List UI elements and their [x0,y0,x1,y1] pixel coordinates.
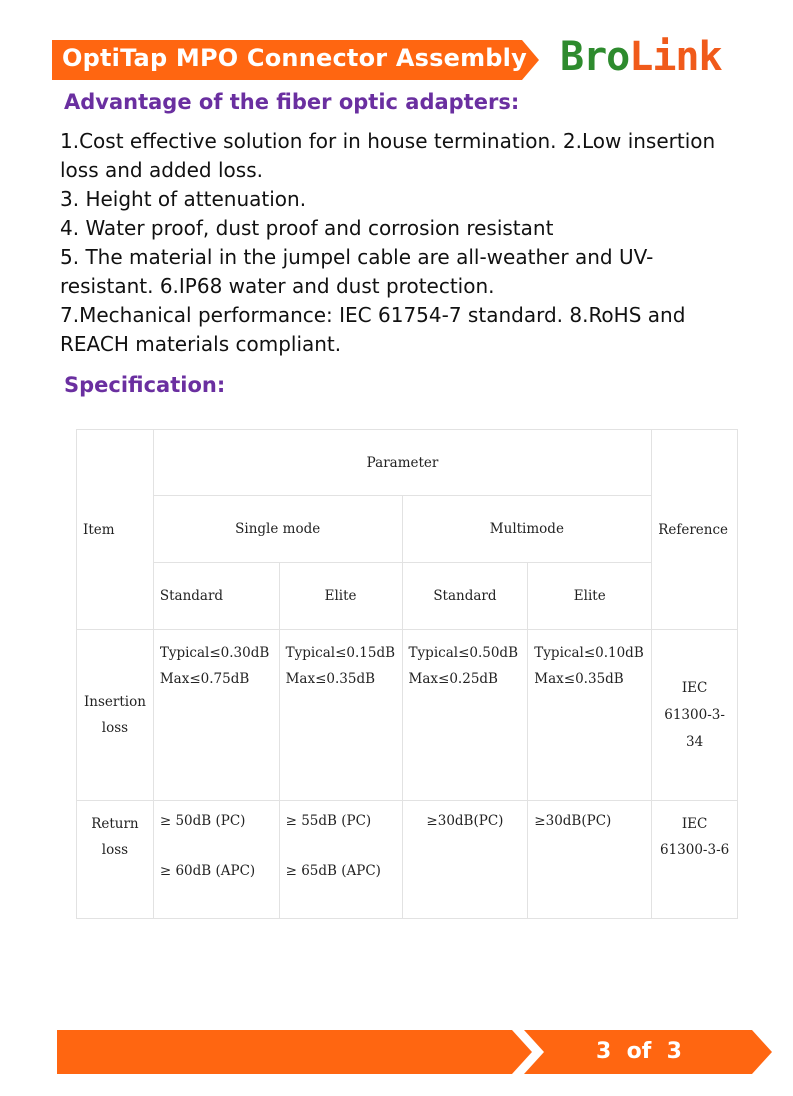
value-cell: ≥30dB(PC) [528,801,652,919]
value-max: Max≤0.35dB [534,671,624,687]
item-label: Return loss [91,816,139,858]
document-title: OptiTap MPO Connector Assembly [62,44,527,72]
value-apc: ≥ 65dB (APC) [285,863,381,879]
logo-text-bro: Bro [560,34,630,80]
advantage-line: 1.Cost effective solution for in house termination. 2.Low insertion loss and added loss. [60,129,716,182]
specification-heading: Specification: [64,373,226,397]
sm-elite-header: Elite [279,563,402,630]
table-row [77,801,738,919]
value-cell [528,630,652,801]
reference-cell [652,801,738,919]
reference-header: Reference [652,430,738,630]
single-mode-header: Single mode [153,496,402,563]
reference-value: IEC 61300-3-34 [664,679,725,750]
value-typical: Typical≤0.50dB [408,645,518,661]
advantage-line: 4. Water proof, dust proof and corrosion resistant [60,216,554,240]
mm-elite-header: Elite [528,563,652,630]
value-max: Max≤0.25dB [408,671,498,687]
value-cell [279,801,402,919]
item-cell [77,801,154,919]
advantages-list [60,127,740,359]
item-header: Item [77,430,154,630]
logo-text-link: Link [629,34,722,80]
item-label: Insertion loss [83,694,146,736]
specification-table [76,429,738,919]
multimode-header: Multimode [402,496,652,563]
advantages-heading: Advantage of the fiber optic adapters: [64,90,520,114]
value-cell [153,630,279,801]
value-pc: ≥ 50dB (PC) [159,813,246,829]
advantage-line: 7.Mechanical performance: IEC 61754-7 standard. 8.RoHS and REACH materials compliant. [60,303,686,356]
value-cell [402,630,528,801]
mm-standard-header: Standard [402,563,528,630]
value-typical: Typical≤0.30dB [159,645,270,661]
value-typical: Typical≤0.15dB [285,645,396,661]
value-cell [153,801,279,919]
table-row [77,630,738,801]
item-cell [77,630,154,801]
value-cell [279,630,402,801]
value-cell: ≥30dB(PC) [402,801,528,919]
value-max: Max≤0.75dB [159,671,250,687]
value-typical: Typical≤0.10dB [534,645,644,661]
parameter-header: Parameter [153,430,651,496]
value-max: Max≤0.35dB [285,671,376,687]
page-number: 3 of 3 [596,1039,682,1064]
reference-value: IEC 61300-3-6 [659,816,730,858]
advantage-line: 3. Height of attenuation. [60,187,307,211]
sm-standard-header: Standard [153,563,279,630]
advantage-line: 5. The material in the jumpel cable are all-weather and UV-resistant. 6.IP68 water and dust protection. [60,245,654,298]
value-pc: ≥ 55dB (PC) [285,813,372,829]
reference-cell [652,630,738,801]
brand-logo [560,34,722,80]
value-apc: ≥ 60dB (APC) [159,863,256,879]
